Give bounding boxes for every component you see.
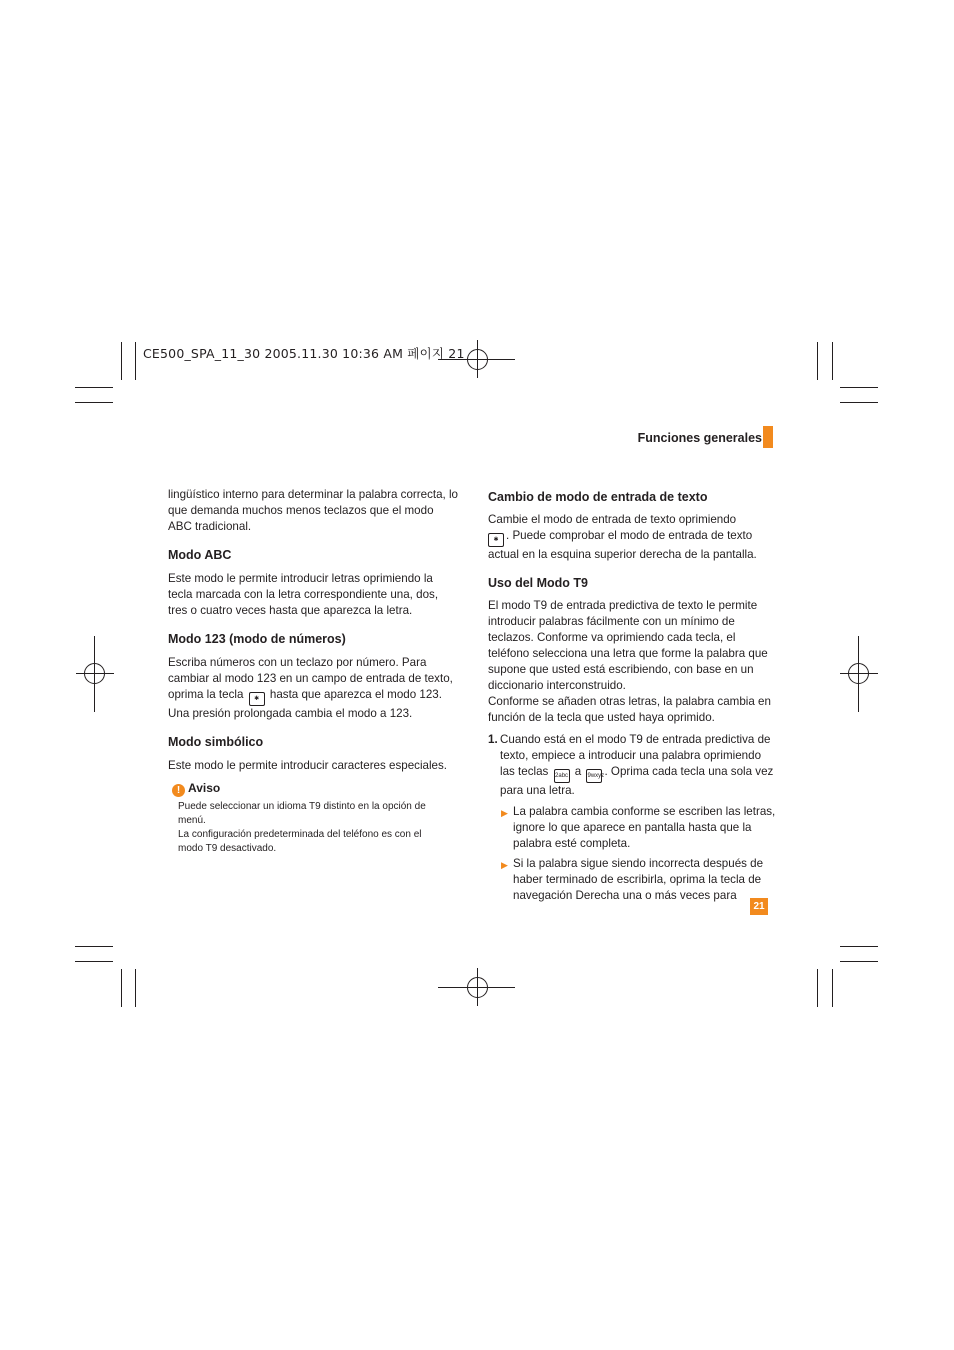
paragraph-modo-abc: Este modo le permite introducir letras oprimiendo la tecla marcada con la letra correspondiente una, dos, tres o cuatro veces hasta que aparezca la letra. <box>168 572 439 617</box>
orange-triangle-icon: ▶ <box>501 808 508 818</box>
note-heading: ! Aviso <box>172 780 458 797</box>
print-slug-line: CE500_SPA_11_30 2005.11.30 10:36 AM 페이지 21 <box>143 346 465 361</box>
section-tab-marker <box>763 426 773 448</box>
left-column <box>168 487 458 856</box>
key-2-icon: 2abc <box>554 769 570 783</box>
exclamation-icon: ! <box>172 784 185 797</box>
bullet-2: ▶ Si la palabra sigue siendo incorrecta después de haber terminado de escribirla, oprima la tecla de navegación Derecha una o más veces para <box>501 857 764 902</box>
paragraph-modo-simbolico: Este modo le permite introducir caracteres especiales. <box>168 759 448 772</box>
paragraph-t9-letters: Conforme se añaden otras letras, la palabra cambia en función de la tecla que usted haya oprimido. <box>488 695 771 724</box>
paragraph-t9-intro: El modo T9 de entrada predictiva de texto le permite introducir palabras fácilmente con un mínimo de teclazos. Conforme va oprimiendo cada tecla, el teléfono selecciona una letra que forme la palabra que supone que usted está escribiendo, con base en un diccionario interconstruido. <box>488 599 768 692</box>
heading-modo-simbolico: Modo simbólico <box>168 735 264 749</box>
star-key-icon: ✱ <box>249 692 265 706</box>
paragraph-cambio-modo: Cambie el modo de entrada de texto oprimiendo ✱ . Puede comprobar el modo de entrada de texto actual en la esquina superior derecha de la pantalla. <box>488 513 757 561</box>
heading-cambio-modo: Cambio de modo de entrada de texto <box>488 490 708 504</box>
key-9-icon: 9wxyz <box>586 769 602 783</box>
star-key-icon: ✱ <box>488 533 504 547</box>
step-1: 1. Cuando está en el modo T9 de entrada predictiva de texto, empiece a introducir una palabra oprimiendo las teclas 2abc a 9wxyz. Oprima cada tecla una sola vez para una letra. <box>488 733 774 797</box>
note-box <box>172 780 458 856</box>
heading-uso-t9: Uso del Modo T9 <box>488 576 588 590</box>
page-number: 21 <box>750 898 768 915</box>
note-line-2: La configuración predeterminada del teléfono es con el modo T9 desactivado. <box>178 829 422 854</box>
heading-modo-123: Modo 123 (modo de números) <box>168 632 346 646</box>
bullet-1: ▶ La palabra cambia conforme se escriben las letras, ignore lo que aparece en pantalla hasta que la palabra esté completa. <box>501 805 776 850</box>
right-column <box>488 489 776 904</box>
intro-paragraph: lingüístico interno para determinar la palabra correcta, lo que demanda muchos menos teclazos que el modo ABC tradicional. <box>168 488 458 533</box>
note-line-1: Puede seleccionar un idioma T9 distinto en la opción de menú. <box>178 801 426 826</box>
orange-triangle-icon: ▶ <box>501 860 508 870</box>
section-title: Funciones generales <box>637 431 762 445</box>
heading-modo-abc: Modo ABC <box>168 548 232 562</box>
paragraph-modo-123: Escriba números con un teclazo por número. Para cambiar al modo 123 en un campo de entrada de texto, oprima la tecla ✱ hasta que aparezca el modo 123. Una presión prolongada cambia el modo a 123. <box>168 656 453 720</box>
